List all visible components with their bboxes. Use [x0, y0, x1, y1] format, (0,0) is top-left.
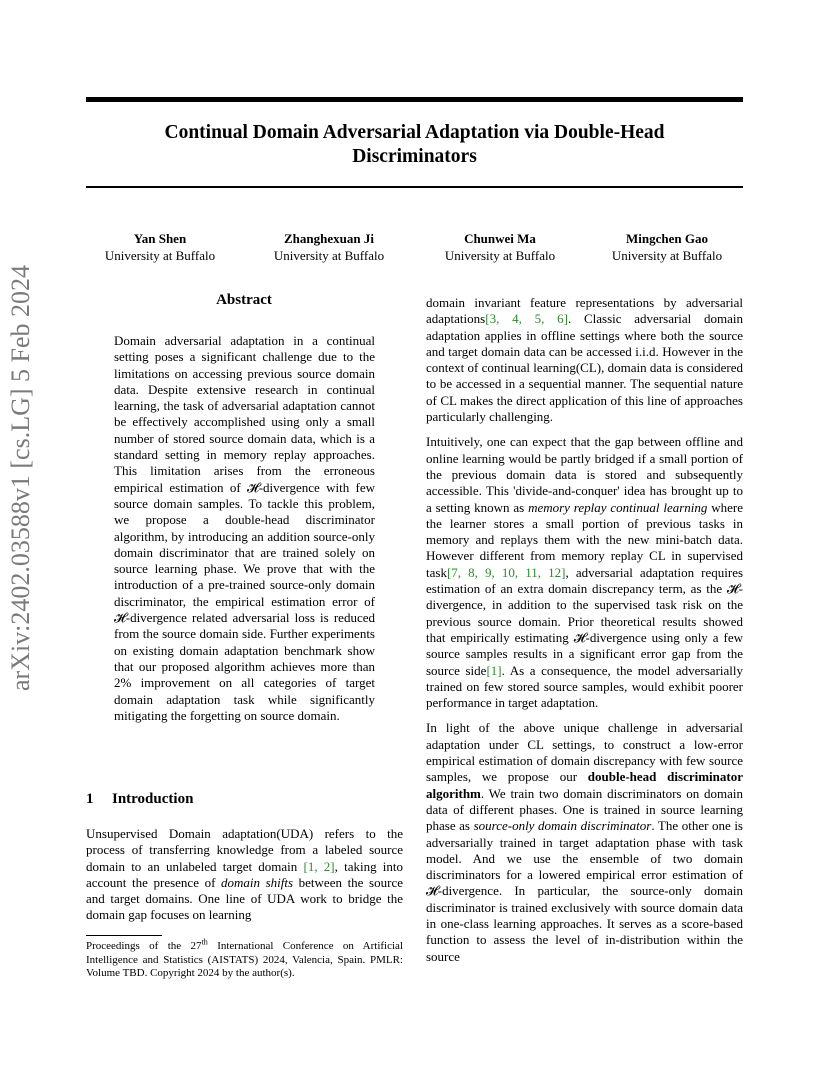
section-number: 1 — [86, 791, 94, 807]
author-name: Chunwei Ma — [464, 231, 536, 246]
citation-link[interactable]: 1 — [490, 662, 498, 678]
author-affiliation: University at Buffalo — [273, 248, 385, 263]
intro-paragraph: Unsupervised Domain adaptation(UDA) refers to the process of transferring knowledge from a labeled source domain to an unlabeled target domain [1, 2], taking into account the presence of domain shifts between the source and target domains. One line of UDA work to bridge the domain gap focuses on learning — [86, 826, 403, 923]
citation-link[interactable]: 3 — [489, 311, 497, 327]
abstract-text: Domain adversarial adaptation in a continual setting poses a significant challenge due to the limitations on accessing previous source domain data. Despite extensive research in continual learning, the task of adversarial adaptation cannot be effectively accomplished using only a small number of stored source domain data, which is a standard setting in memory replay approaches. This limitation arises from the erroneous empirical estimation of 𝓗-divergence with few source domain samples. To tackle this problem, we propose a double-head discriminator algorithm, by introducing an addition source-only domain discriminator that are trained solely on source learning phase. We prove that with the introduction of a pre-trained source-only domain discriminator, the empirical estimation error of 𝓗-divergence related adversarial loss is reduced from the source domain side. Further experiments on existing domain adaptation benchmark show that our proposed algorithm achieves more than 2% improvement on all categories of target domain adaptation task while significantly mitigating the forgetting on source domain. — [114, 333, 376, 723]
author-3 — [430, 230, 570, 264]
citation-link[interactable]: 7 — [451, 564, 458, 580]
citation-link[interactable]: 9 — [485, 564, 492, 580]
paper-title — [86, 121, 743, 169]
citation-link[interactable]: 5 — [534, 311, 542, 327]
citation-link[interactable]: 2 — [323, 858, 331, 874]
footnote: Proceedings of the 27th International Conference on Artificial Intelligence and Statistics (AISTATS) 2024, Valencia, Spain. PMLR: Volume TBD. Copyright 2024 by the author(s). — [86, 937, 403, 980]
paragraph: domain invariant feature representations by adversarial adaptations[3, 4, 5, 6]. Classic adversarial domain adaptation applies in offline settings where both the source and target domain data can be accessed i.i.d. However in the context of continual learning(CL), domain data is considered to be accessed in a sequential manner. The sequential nature of CL makes the direct application of this line of approaches particularly challenging. — [426, 295, 744, 425]
author-name: Mingchen Gao — [626, 231, 708, 246]
title-bottom-rule — [86, 186, 743, 188]
arxiv-id: arXiv:2402.03588v1 [cs.LG] 5 Feb 2024 — [6, 264, 35, 692]
title-line-1: Continual Domain Adversarial Adaptation via Double-Head — [164, 122, 665, 143]
citation-link[interactable]: 12 — [548, 564, 562, 580]
section-title: Introduction — [112, 791, 194, 807]
author-1 — [90, 230, 230, 264]
paragraph: Intuitively, one can expect that the gap between offline and online learning would be partly bridged if a small portion of the previous domain data is stored and subsequently accessible. This 'divide-and-conquer' idea has brought up to a setting known as memory replay continual learning where the learner stores a small portion of previous tasks in memory and replays them with the new mini-batch data. However different from memory replay CL in supervised task[7, 8, 9, 10, 11, 12], adversarial adaptation requires estimation of an extra domain discrepancy term, as the 𝓗-divergence, in addition to the supervised task risk on the previous source domain. Prior theoretical results showed that empirically estimating 𝓗-divergence using only a few source samples results in a significant error gap from the source side[1]. As a consequence, the model adversarially trained on few stored source samples, would exhibit poorer performance in target adaptation. — [426, 434, 744, 711]
author-name: Zhanghexuan Ji — [284, 231, 374, 246]
citation-link[interactable]: 6 — [557, 311, 564, 327]
author-affiliation: University at Buffalo — [104, 248, 216, 263]
citation-link[interactable]: 4 — [512, 311, 519, 327]
title-line-2: Discriminators — [352, 146, 477, 167]
title-top-rule — [86, 97, 743, 102]
citation-link[interactable]: 10 — [501, 564, 515, 580]
citation-link[interactable]: 8 — [468, 564, 475, 580]
author-2 — [258, 230, 400, 264]
author-name: Yan Shen — [133, 231, 187, 246]
citation-link[interactable]: 1 — [307, 858, 315, 874]
footnote-rule — [86, 935, 162, 936]
author-affiliation: University at Buffalo — [444, 248, 556, 263]
citation-link[interactable]: 11 — [525, 564, 538, 580]
author-affiliation: University at Buffalo — [611, 248, 723, 263]
author-4 — [597, 230, 737, 264]
section-heading-introduction — [86, 791, 193, 808]
paragraph: In light of the above unique challenge in adversarial adaptation under CL settings, to construct a low-error empirical estimation of domain discrepancy with few source samples, we propose our double-head discriminator algorithm. We train two domain discriminators on domain data of different phases. One is trained in source learning phase as source-only domain discriminator. The other one is adversarially trained in target adaptation phase with task model. And we use the ensemble of two domain discriminators for a lowered empirical error estimation of 𝓗-divergence. In particular, the source-only domain discriminator is trained exclusively with source domain data in one-class learning approaches. It serves as a score-based function to assess the level of in-distribution within the source — [426, 720, 743, 964]
right-column — [426, 295, 743, 974]
abstract-heading: Abstract — [216, 292, 272, 308]
